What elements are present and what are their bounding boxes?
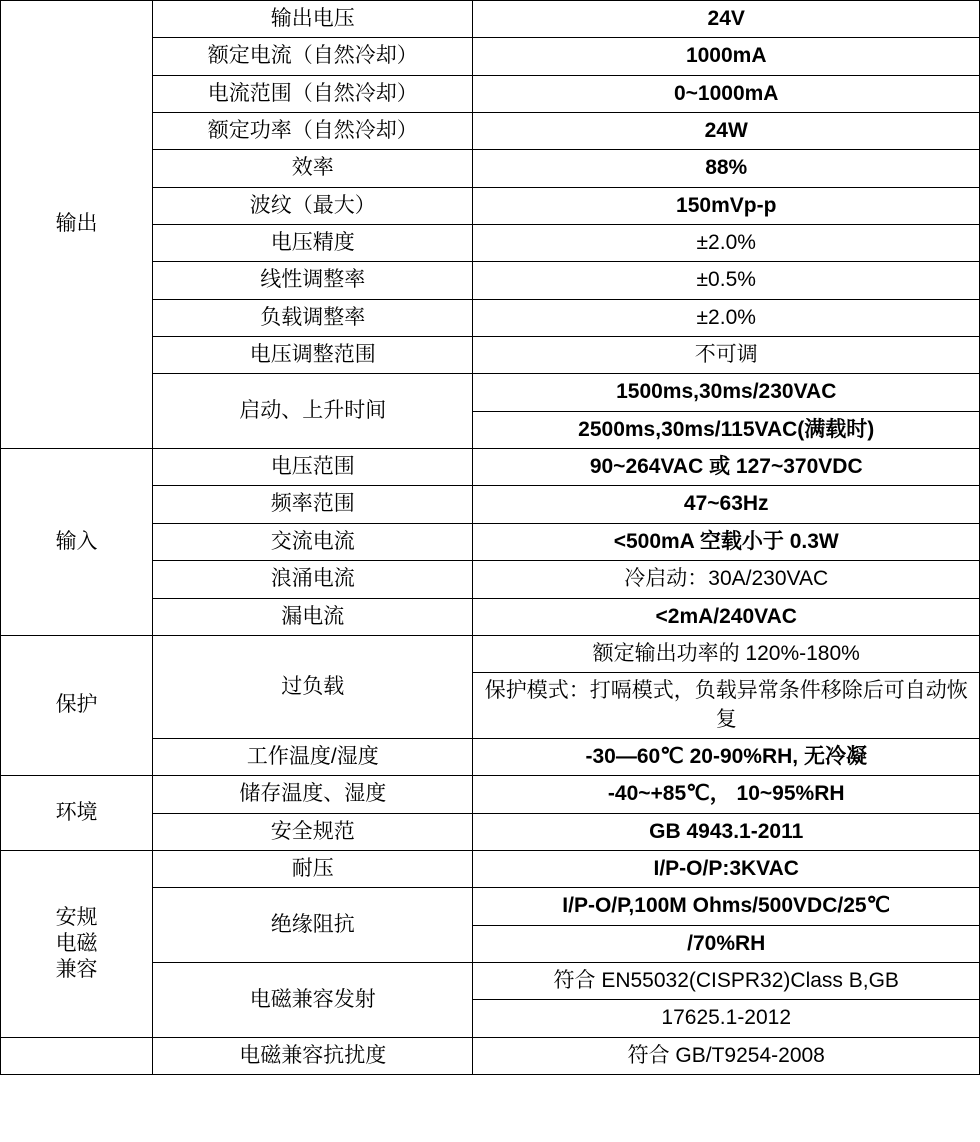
item-label: 线性调整率: [153, 262, 473, 299]
item-label: 浪涌电流: [153, 561, 473, 598]
value-cell: -30—60℃ 20-90%RH, 无冷凝: [473, 738, 980, 775]
item-label: 电磁兼容发射: [153, 962, 473, 1037]
item-label: 储存温度、湿度: [153, 776, 473, 813]
value-cell: 符合 EN55032(CISPR32)Class B,GB: [473, 962, 980, 999]
table-row: [1, 776, 980, 813]
item-label: 交流电流: [153, 523, 473, 560]
item-label: 电压范围: [153, 449, 473, 486]
category-cell-safety-emc: [1, 850, 153, 1037]
category-cell-environment: 环境: [1, 776, 153, 851]
value-cell: <2mA/240VAC: [473, 598, 980, 635]
value-cell: I/P-O/P:3KVAC: [473, 850, 980, 887]
item-label: 额定功率（自然冷却）: [153, 113, 473, 150]
value-cell: GB 4943.1-2011: [473, 813, 980, 850]
category-cell-output: 输出: [1, 1, 153, 449]
value-cell: 1000mA: [473, 38, 980, 75]
value-cell: 冷启动：30A/230VAC: [473, 561, 980, 598]
category-line: 安规: [55, 906, 98, 930]
item-label: 电压调整范围: [153, 337, 473, 374]
item-label: 输出电压: [153, 1, 473, 38]
category-cell-input: 输入: [1, 449, 153, 636]
value-cell: I/P-O/P,100M Ohms/500VDC/25℃: [473, 888, 980, 925]
item-label: 额定电流（自然冷却）: [153, 38, 473, 75]
value-cell: 24W: [473, 113, 980, 150]
value-cell: ±0.5%: [473, 262, 980, 299]
value-cell: 不可调: [473, 337, 980, 374]
table-row: [1, 1037, 980, 1074]
value-cell: /70%RH: [473, 925, 980, 962]
item-label: 频率范围: [153, 486, 473, 523]
item-label: 电压精度: [153, 225, 473, 262]
value-cell: -40~+85℃， 10~95%RH: [473, 776, 980, 813]
value-cell: 0~1000mA: [473, 75, 980, 112]
value-cell: 保护模式：打嗝模式，负载异常条件移除后可自动恢复: [473, 673, 980, 739]
value-cell: 88%: [473, 150, 980, 187]
item-label: 绝缘阻抗: [153, 888, 473, 963]
value-cell: 1500ms,30ms/230VAC: [473, 374, 980, 411]
value-cell: 24V: [473, 1, 980, 38]
item-label: 工作温度/湿度: [153, 738, 473, 775]
table-row: [1, 449, 980, 486]
table-row: [1, 850, 980, 887]
item-label: 漏电流: [153, 598, 473, 635]
item-label: 波纹（最大）: [153, 187, 473, 224]
value-cell: 90~264VAC 或 127~370VDC: [473, 449, 980, 486]
value-cell: 47~63Hz: [473, 486, 980, 523]
item-label: 电流范围（自然冷却）: [153, 75, 473, 112]
item-label: 负载调整率: [153, 299, 473, 336]
category-line: 电磁: [55, 931, 98, 955]
category-cell-protection: 保护: [1, 635, 153, 775]
value-cell: 17625.1-2012: [473, 1000, 980, 1037]
table-row: [1, 1, 980, 38]
value-cell: 额定输出功率的 120%-180%: [473, 635, 980, 672]
value-cell: 2500ms,30ms/115VAC(满载时): [473, 411, 980, 448]
item-label: 过负载: [153, 635, 473, 738]
item-label: 安全规范: [153, 813, 473, 850]
value-cell: 符合 GB/T9254-2008: [473, 1037, 980, 1074]
item-label: 耐压: [153, 850, 473, 887]
value-cell: <500mA 空载小于 0.3W: [473, 523, 980, 560]
value-cell: 150mVp-p: [473, 187, 980, 224]
value-cell: ±2.0%: [473, 225, 980, 262]
item-label: 电磁兼容抗扰度: [153, 1037, 473, 1074]
item-label: 启动、上升时间: [153, 374, 473, 449]
table-row: [1, 635, 980, 672]
value-cell: ±2.0%: [473, 299, 980, 336]
item-label: 效率: [153, 150, 473, 187]
category-cell-spacer: [1, 1037, 153, 1074]
category-line: 兼容: [55, 957, 98, 981]
